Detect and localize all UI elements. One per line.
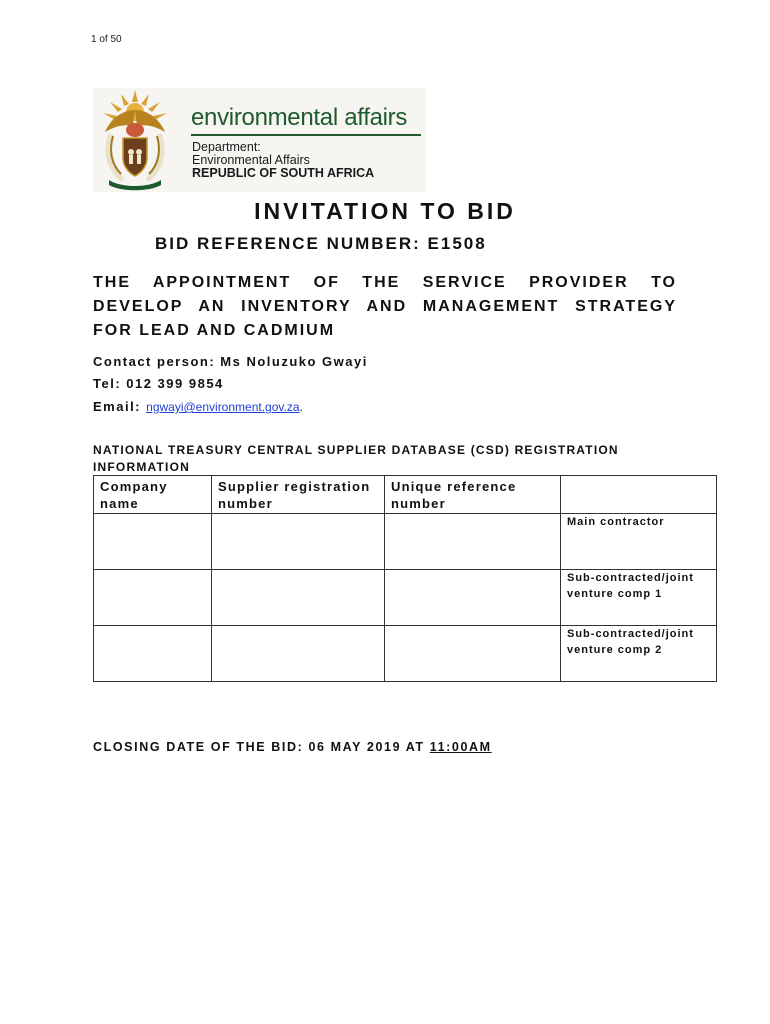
role-cell [561,626,717,682]
table-row [94,626,717,682]
column-header-supplier-registration: Supplier registration number [212,476,385,514]
column-header-unique-reference: Unique reference number [385,476,561,514]
logo-department-name: Environmental Affairs [192,153,310,167]
bid-subject-line-2: DEVELOP AN INVENTORY AND MANAGEMENT STRATEGY [93,298,677,315]
bid-subject-line-3: FOR LEAD AND CADMIUM [93,322,336,339]
page-number: 1 of 50 [91,34,122,45]
document-title: INVITATION TO BID [254,198,516,224]
role-label: Sub-contracted/joint venture comp 2 [567,628,694,656]
bid-reference-number: BID REFERENCE NUMBER: E1508 [155,234,487,253]
contact-telephone: Tel: 012 399 9854 [93,376,224,391]
logo-country: REPUBLIC OF SOUTH AFRICA [192,166,375,180]
role-cell [561,570,717,626]
unique-reference-cell[interactable] [385,626,561,682]
email-trailing-period: . [299,400,303,414]
logo-divider [191,134,421,136]
logo-department-label: Department: [192,140,261,154]
closing-date-text: CLOSING DATE OF THE BID: 06 MAY 2019 AT [93,740,430,754]
unique-reference-cell[interactable] [385,514,561,570]
supplier-registration-cell[interactable] [212,570,385,626]
column-header-company-name: Company name [94,476,212,514]
contact-email-label: Email: [93,399,142,414]
table-header-row [94,476,717,514]
csd-registration-table [93,475,717,682]
role-label: Sub-contracted/joint venture comp 1 [567,572,694,600]
table-row [94,514,717,570]
department-logo [93,88,426,192]
bid-subject-line-1: THE APPOINTMENT OF THE SERVICE PROVIDER TO [93,274,677,291]
contact-person: Contact person: Ms Noluzuko Gwayi [93,354,368,369]
csd-heading-line-2: INFORMATION [93,460,190,474]
contact-email [93,399,303,414]
role-label: Main contractor [567,516,665,528]
closing-date [93,740,492,754]
coat-of-arms-icon [93,88,177,192]
unique-reference-cell[interactable] [385,570,561,626]
table-row [94,570,717,626]
csd-heading-line-1: NATIONAL TREASURY CENTRAL SUPPLIER DATABASE (CSD) REGISTRATION [93,443,619,457]
email-link[interactable]: ngwayi@environment.gov.za [146,400,300,414]
bid-subject [93,271,677,343]
company-name-cell[interactable] [94,514,212,570]
supplier-registration-cell[interactable] [212,626,385,682]
role-cell [561,514,717,570]
supplier-registration-cell[interactable] [212,514,385,570]
column-header-role [561,476,717,514]
company-name-cell[interactable] [94,570,212,626]
csd-heading [93,442,619,476]
company-name-cell[interactable] [94,626,212,682]
logo-title: environmental affairs [191,104,408,131]
closing-time: 11:00AM [429,740,492,754]
